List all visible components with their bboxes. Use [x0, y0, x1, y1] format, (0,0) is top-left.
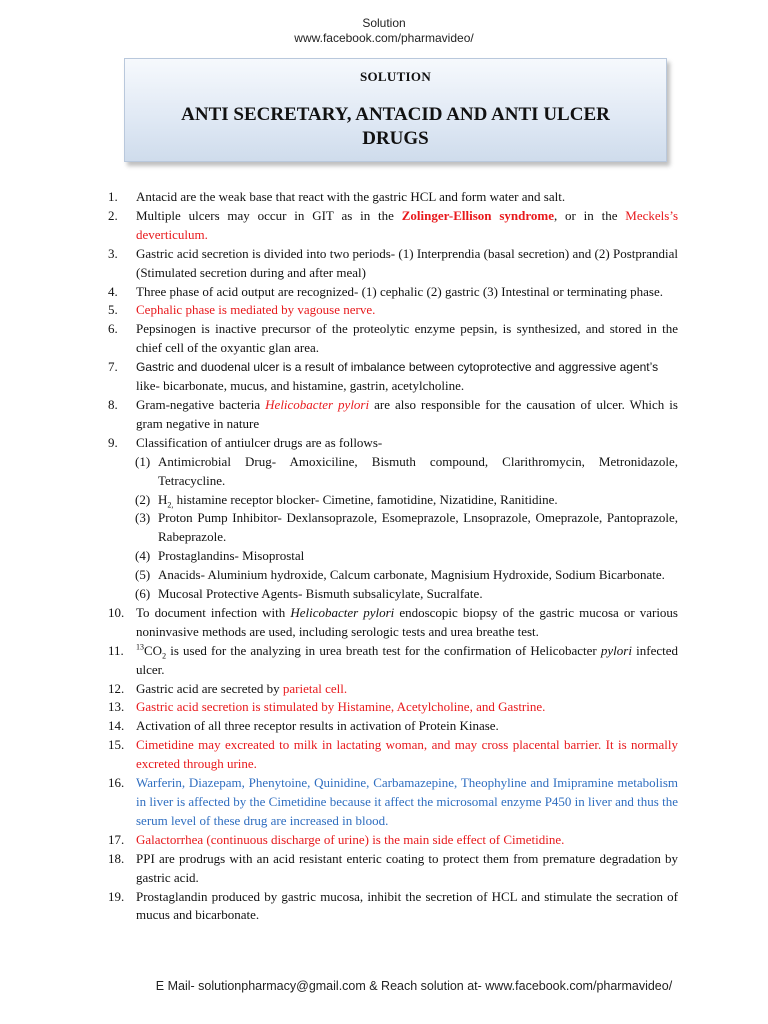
list-item: [108, 396, 678, 434]
item-number: 7.: [108, 359, 118, 375]
item-text: Three phase of acid output are recognized- (1) cephalic (2) gastric (3) Intestinal or terminating phase.: [136, 283, 663, 299]
item-highlight: Helicobacter pylori: [265, 396, 370, 412]
list-item: [108, 245, 678, 283]
list-item: [108, 736, 678, 774]
item-number: 11.: [108, 642, 124, 658]
item-number: 8.: [108, 396, 118, 412]
list-item: [108, 698, 678, 717]
item-number: 15.: [108, 737, 125, 753]
superscript: 13: [136, 642, 144, 652]
item-italic: Helicobacter pylori: [290, 604, 395, 620]
item-text: Multiple ulcers may occur in GIT as in the: [136, 207, 402, 223]
sub-list-item: [108, 547, 678, 566]
banner-subtitle: SOLUTION: [359, 69, 432, 84]
item-number: 4.: [108, 283, 118, 299]
sub-list-item: [108, 491, 678, 510]
item-number: 18.: [108, 850, 125, 866]
item-text: CO: [144, 642, 163, 658]
item-highlight: Meckels’s deverticulum.: [136, 207, 679, 242]
item-text: Gastric acid secretion is stimulated by Histamine, Acetylcholine, and Gastrine.: [136, 699, 546, 715]
item-text: Classification of antiulcer drugs are as follows-: [136, 434, 383, 450]
sub-list-item: [108, 585, 678, 604]
sub-item-text: Prostaglandins- Misoprostal: [158, 548, 305, 564]
item-italic: pylori: [600, 642, 632, 658]
list-item: [108, 642, 678, 680]
item-number: 6.: [108, 321, 118, 337]
list-item: [108, 604, 678, 642]
list-item: [108, 774, 678, 831]
item-text: Galactorrhea (continuous discharge of urine) is the main side effect of Cimetidine.: [136, 831, 565, 847]
item-text: Antacid are the weak base that react with the gastric HCL and form water and salt.: [136, 189, 566, 204]
sub-list-item: [108, 566, 678, 585]
item-number: 5.: [108, 302, 118, 318]
item-number: 17.: [108, 831, 125, 847]
subscript: 2,: [167, 500, 174, 510]
sub-item-text: Anacids- Aluminium hydroxide, Calcum carbonate, Magnisium Hydroxide, Sodium Bicarbonate.: [158, 567, 665, 583]
item-text: Gastric and duodenal ulcer is a result of imbalance between cytoprotective and aggressive agent’s: [136, 360, 659, 375]
list-item: [108, 301, 678, 320]
item-number: 19.: [108, 888, 125, 904]
item-highlight: parietal cell.: [282, 680, 348, 696]
item-text: are also responsible for the causation of ulcer. Which is gram negative in nature: [136, 396, 678, 431]
item-number: 13.: [108, 699, 125, 715]
item-text: Prostaglandin produced by gastric mucosa, inhibit the secretion of HCL and stimulate the secration of mucus and bicarbonate.: [136, 888, 678, 923]
sub-list-item: [108, 453, 678, 491]
item-number: 16.: [108, 775, 125, 791]
sub-list-item: [108, 509, 678, 547]
item-text: , or in the: [553, 207, 626, 223]
item-number: 10.: [108, 604, 125, 620]
item-number: 9.: [108, 434, 118, 450]
item-number: 14.: [108, 718, 125, 734]
list-item: [108, 850, 678, 888]
sub-item-number: (3): [135, 510, 151, 526]
list-item: [108, 831, 678, 850]
list-item: [108, 888, 678, 926]
sub-item-text: H: [158, 491, 168, 507]
sub-item-number: (4): [135, 548, 151, 564]
item-text: Cephalic phase is mediated by vagouse nerve.: [136, 302, 376, 318]
sub-item-number: (5): [135, 567, 151, 583]
sub-item-text: histamine receptor blocker- Cimetine, famotidine, Nizatidine, Ranitidine.: [173, 491, 558, 507]
header-solution: Solution: [362, 16, 406, 30]
item-text: PPI are prodrugs with an acid resistant enteric coating to protect them from premature degradation by gastric acid.: [136, 850, 678, 885]
item-text: is used for the analyzing in urea breath test for the confirmation of Helicobacter: [166, 642, 601, 658]
item-text: Gastric acid secretion is divided into two periods- (1) Interprendia (basal secretion) and (2) Postprandial (Stimulated secretion during and after meal): [136, 245, 678, 280]
item-text: Activation of all three receptor results in activation of Protein Kinase.: [136, 718, 499, 734]
list-item: [108, 283, 678, 302]
title-banner: [124, 58, 667, 162]
list-item: [108, 717, 678, 736]
item-number: 1.: [108, 189, 118, 204]
item-text: infected ulcer.: [136, 642, 678, 677]
item-text: Warferin, Diazepam, Phenytoine, Quinidine, Carbamazepine, Theophyline and Imipramine metabolism in liver is affected by the Cimetidine because it affect the microsomal enzyme P450 in liver and thus the serum level of these drug are increased in blood.: [136, 775, 678, 828]
sub-item-text: Proton Pump Inhibitor- Dexlansoprazole, Esomeprazole, Lnsoprazole, Omeprazole, Pantoprazole, Rabeprazole.: [158, 510, 678, 545]
item-text: endoscopic biopsy of the gastric mucosa or various noninvasive methods are used, including serologic tests and urea breathe test.: [136, 604, 678, 639]
item-highlight: Zolinger-Ellison syndrome: [401, 207, 554, 223]
sub-item-number: (6): [135, 586, 151, 602]
sub-item-number: (1): [135, 453, 151, 469]
item-text: Pepsinogen is inactive precursor of the proteolytic enzyme pepsin, is synthesized, and stored in the chief cell of the oxyantic glan area.: [136, 321, 678, 356]
item-text: Cimetidine may excreated to milk in lactating woman, and may cross placental barrier. It is normally excreted through urine.: [136, 737, 678, 772]
list-item: [108, 207, 678, 245]
list-item: [108, 434, 678, 453]
sub-item-number: (2): [135, 491, 151, 507]
list-item: [108, 680, 678, 699]
item-number: 12.: [108, 680, 125, 696]
item-number: 3.: [108, 245, 118, 261]
list-item: [108, 320, 678, 358]
list-item: [108, 188, 678, 207]
document-body: [108, 188, 678, 925]
page-title: ANTI SECRETARY, ANTACID AND ANTI ULCER DRUGS: [181, 104, 610, 149]
item-text: like- bicarbonate, mucus, and histamine, gastrin, acetylcholine.: [136, 378, 465, 394]
header-facebook-link[interactable]: www.facebook.com/pharmavideo/: [294, 31, 474, 45]
item-text: Gastric acid are secreted by: [136, 680, 283, 696]
sub-item-text: Mucosal Protective Agents- Bismuth subsalicylate, Sucralfate.: [158, 586, 483, 602]
list-item: [108, 358, 678, 396]
sub-item-text: Antimicrobial Drug- Amoxiciline, Bismuth compound, Clarithromycin, Metronidazole, Tetracycline.: [158, 453, 678, 488]
footer-contact: E Mail- solutionpharmacy@gmail.com & Reach solution at- www.facebook.com/pharmavideo/: [155, 979, 673, 993]
item-text: Gram-negative bacteria: [136, 396, 266, 412]
subscript: 2: [162, 651, 167, 661]
item-number: 2.: [108, 207, 118, 223]
item-text: To document infection with: [136, 604, 291, 620]
